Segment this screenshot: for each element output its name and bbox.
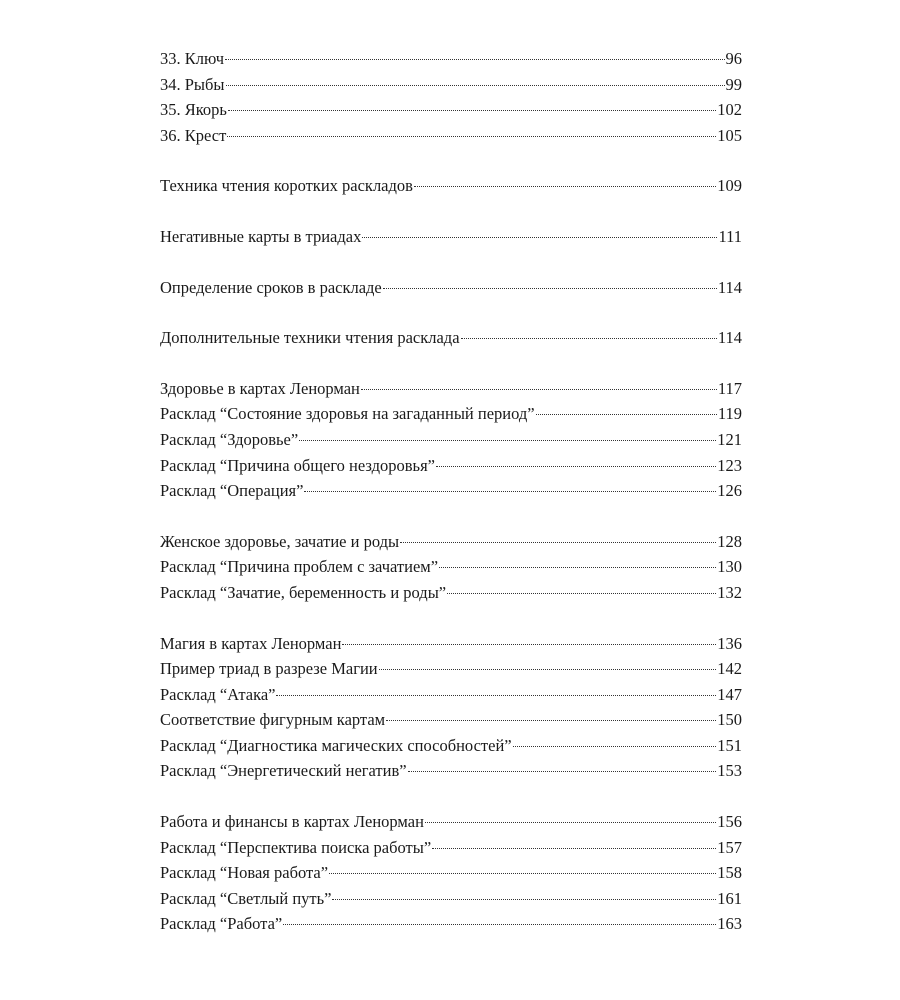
- toc-entry-page: 114: [717, 328, 742, 348]
- dot-leader: [408, 771, 717, 772]
- toc-entry[interactable]: [160, 682, 742, 708]
- toc-entry-title: Магия в картах Ленорман: [160, 633, 342, 653]
- toc-entry-page: 130: [717, 557, 742, 577]
- toc-entry-page: 126: [717, 481, 742, 501]
- toc-entry-page: 161: [717, 888, 742, 908]
- dot-leader: [342, 644, 716, 645]
- toc-entry[interactable]: [160, 453, 742, 479]
- toc-entry-title: Расклад “Зачатие, беременность и роды”: [160, 582, 447, 602]
- toc-entry-page: 123: [717, 455, 742, 475]
- dot-leader: [436, 466, 716, 467]
- toc-entry-page: 151: [717, 735, 742, 755]
- dot-leader: [386, 720, 716, 721]
- toc-entry[interactable]: [160, 733, 742, 759]
- dot-leader: [276, 695, 716, 696]
- dot-leader: [414, 186, 716, 187]
- toc-entry-title: Женское здоровье, зачатие и роды: [160, 531, 400, 551]
- toc-entry-page: 153: [717, 761, 742, 781]
- toc-entry[interactable]: [160, 123, 742, 149]
- toc-entry[interactable]: [160, 580, 742, 606]
- toc-entry-title: 33. Ключ: [160, 49, 224, 68]
- toc-entry-page: 114: [717, 277, 742, 297]
- toc-entry-title: 34. Рыбы: [160, 74, 225, 94]
- toc-entry[interactable]: [160, 46, 742, 72]
- toc-entry[interactable]: [160, 376, 742, 402]
- toc-entry[interactable]: [160, 758, 742, 784]
- toc-entry-title: Расклад “Причина проблем с зачатием”: [160, 557, 439, 577]
- toc-entry-title: Расклад “Состояние здоровья на загаданный период”: [160, 404, 535, 424]
- dot-leader: [299, 440, 716, 441]
- dot-leader: [227, 136, 716, 137]
- toc-entry[interactable]: [160, 656, 742, 682]
- toc-entry-page: 119: [717, 404, 742, 424]
- toc-entry[interactable]: [160, 809, 742, 835]
- toc-group: [160, 631, 742, 785]
- toc-entry-page: 96: [725, 49, 742, 68]
- toc-entry[interactable]: [160, 72, 742, 98]
- toc-entry-title: Расклад “Энергетический негатив”: [160, 761, 407, 781]
- toc-entry-title: Пример триад в разрезе Магии: [160, 659, 378, 679]
- toc-entry[interactable]: [160, 325, 742, 351]
- toc-entry-title: Расклад “Причина общего нездоровья”: [160, 455, 435, 475]
- toc-entry-page: 157: [717, 837, 742, 857]
- dot-leader: [226, 85, 725, 86]
- dot-leader: [332, 899, 716, 900]
- toc-entry[interactable]: [160, 631, 742, 657]
- toc-entry-page: 142: [717, 659, 742, 679]
- toc-entry-title: Дополнительные техники чтения расклада: [160, 328, 460, 348]
- toc-entry-page: 132: [717, 582, 742, 602]
- toc-entry-title: Работа и финансы в картах Ленорман: [160, 812, 424, 832]
- dot-leader: [362, 237, 717, 238]
- toc-group: [160, 325, 742, 351]
- toc-entry-title: Расклад “Новая работа”: [160, 863, 329, 883]
- toc-entry-title: Негативные карты в триадах: [160, 226, 362, 246]
- table-of-contents: [160, 46, 742, 937]
- dot-leader: [283, 924, 716, 925]
- toc-entry[interactable]: [160, 835, 742, 861]
- dot-leader: [536, 414, 717, 415]
- dot-leader: [361, 389, 717, 390]
- toc-group: [160, 173, 742, 199]
- toc-group: [160, 809, 742, 937]
- toc-entry[interactable]: [160, 275, 742, 301]
- toc-entry-page: 99: [725, 74, 742, 94]
- toc-entry-title: Расклад “Перспектива поиска работы”: [160, 837, 432, 857]
- toc-entry-page: 105: [717, 125, 742, 145]
- toc-entry-title: Расклад “Здоровье”: [160, 429, 299, 449]
- toc-entry-title: Расклад “Операция”: [160, 481, 304, 501]
- toc-entry-page: 128: [717, 531, 742, 551]
- dot-leader: [461, 338, 717, 339]
- toc-entry[interactable]: [160, 224, 742, 250]
- toc-entry-page: 150: [717, 710, 742, 730]
- toc-entry[interactable]: [160, 427, 742, 453]
- toc-entry-title: Расклад “Работа”: [160, 914, 283, 934]
- dot-leader: [439, 567, 716, 568]
- toc-entry[interactable]: [160, 97, 742, 123]
- toc-entry[interactable]: [160, 529, 742, 555]
- toc-entry-title: Расклад “Светлый путь”: [160, 888, 332, 908]
- dot-leader: [225, 59, 725, 60]
- toc-entry[interactable]: [160, 860, 742, 886]
- toc-entry-page: 158: [717, 863, 742, 883]
- toc-entry-page: 136: [717, 633, 742, 653]
- toc-group: [160, 275, 742, 301]
- toc-entry-title: Соответствие фигурным картам: [160, 710, 386, 730]
- toc-entry-page: 163: [717, 914, 742, 934]
- toc-entry[interactable]: [160, 478, 742, 504]
- toc-entry[interactable]: [160, 707, 742, 733]
- toc-group: [160, 376, 742, 504]
- toc-entry-page: 147: [717, 684, 742, 704]
- toc-entry[interactable]: [160, 401, 742, 427]
- toc-entry-title: 35. Якорь: [160, 100, 227, 120]
- dot-leader: [304, 491, 716, 492]
- dot-leader: [329, 873, 716, 874]
- toc-entry-page: 156: [717, 812, 742, 832]
- dot-leader: [383, 288, 717, 289]
- toc-entry[interactable]: [160, 554, 742, 580]
- toc-entry-title: Техника чтения коротких раскладов: [160, 176, 413, 196]
- toc-entry-title: Расклад “Диагностика магических способностей”: [160, 735, 512, 755]
- dot-leader: [228, 110, 716, 111]
- toc-entry-title: Определение сроков в раскладе: [160, 277, 382, 297]
- toc-entry[interactable]: [160, 911, 742, 937]
- toc-entry-title: 36. Крест: [160, 125, 227, 145]
- dot-leader: [379, 669, 717, 670]
- toc-entry-title: Здоровье в картах Ленорман: [160, 378, 360, 398]
- toc-group: [160, 46, 742, 148]
- toc-entry-title: Расклад “Атака”: [160, 684, 276, 704]
- toc-entry-page: 121: [717, 429, 742, 449]
- dot-leader: [447, 593, 716, 594]
- toc-entry-page: 102: [717, 100, 742, 120]
- dot-leader: [400, 542, 716, 543]
- toc-entry-page: 109: [717, 176, 742, 196]
- dot-leader: [425, 822, 716, 823]
- toc-entry-page: 111: [718, 226, 742, 246]
- toc-group: [160, 224, 742, 250]
- toc-entry[interactable]: [160, 886, 742, 912]
- toc-entry-page: 117: [717, 378, 742, 398]
- toc-entry[interactable]: [160, 173, 742, 199]
- dot-leader: [513, 746, 717, 747]
- dot-leader: [432, 848, 716, 849]
- toc-group: [160, 529, 742, 606]
